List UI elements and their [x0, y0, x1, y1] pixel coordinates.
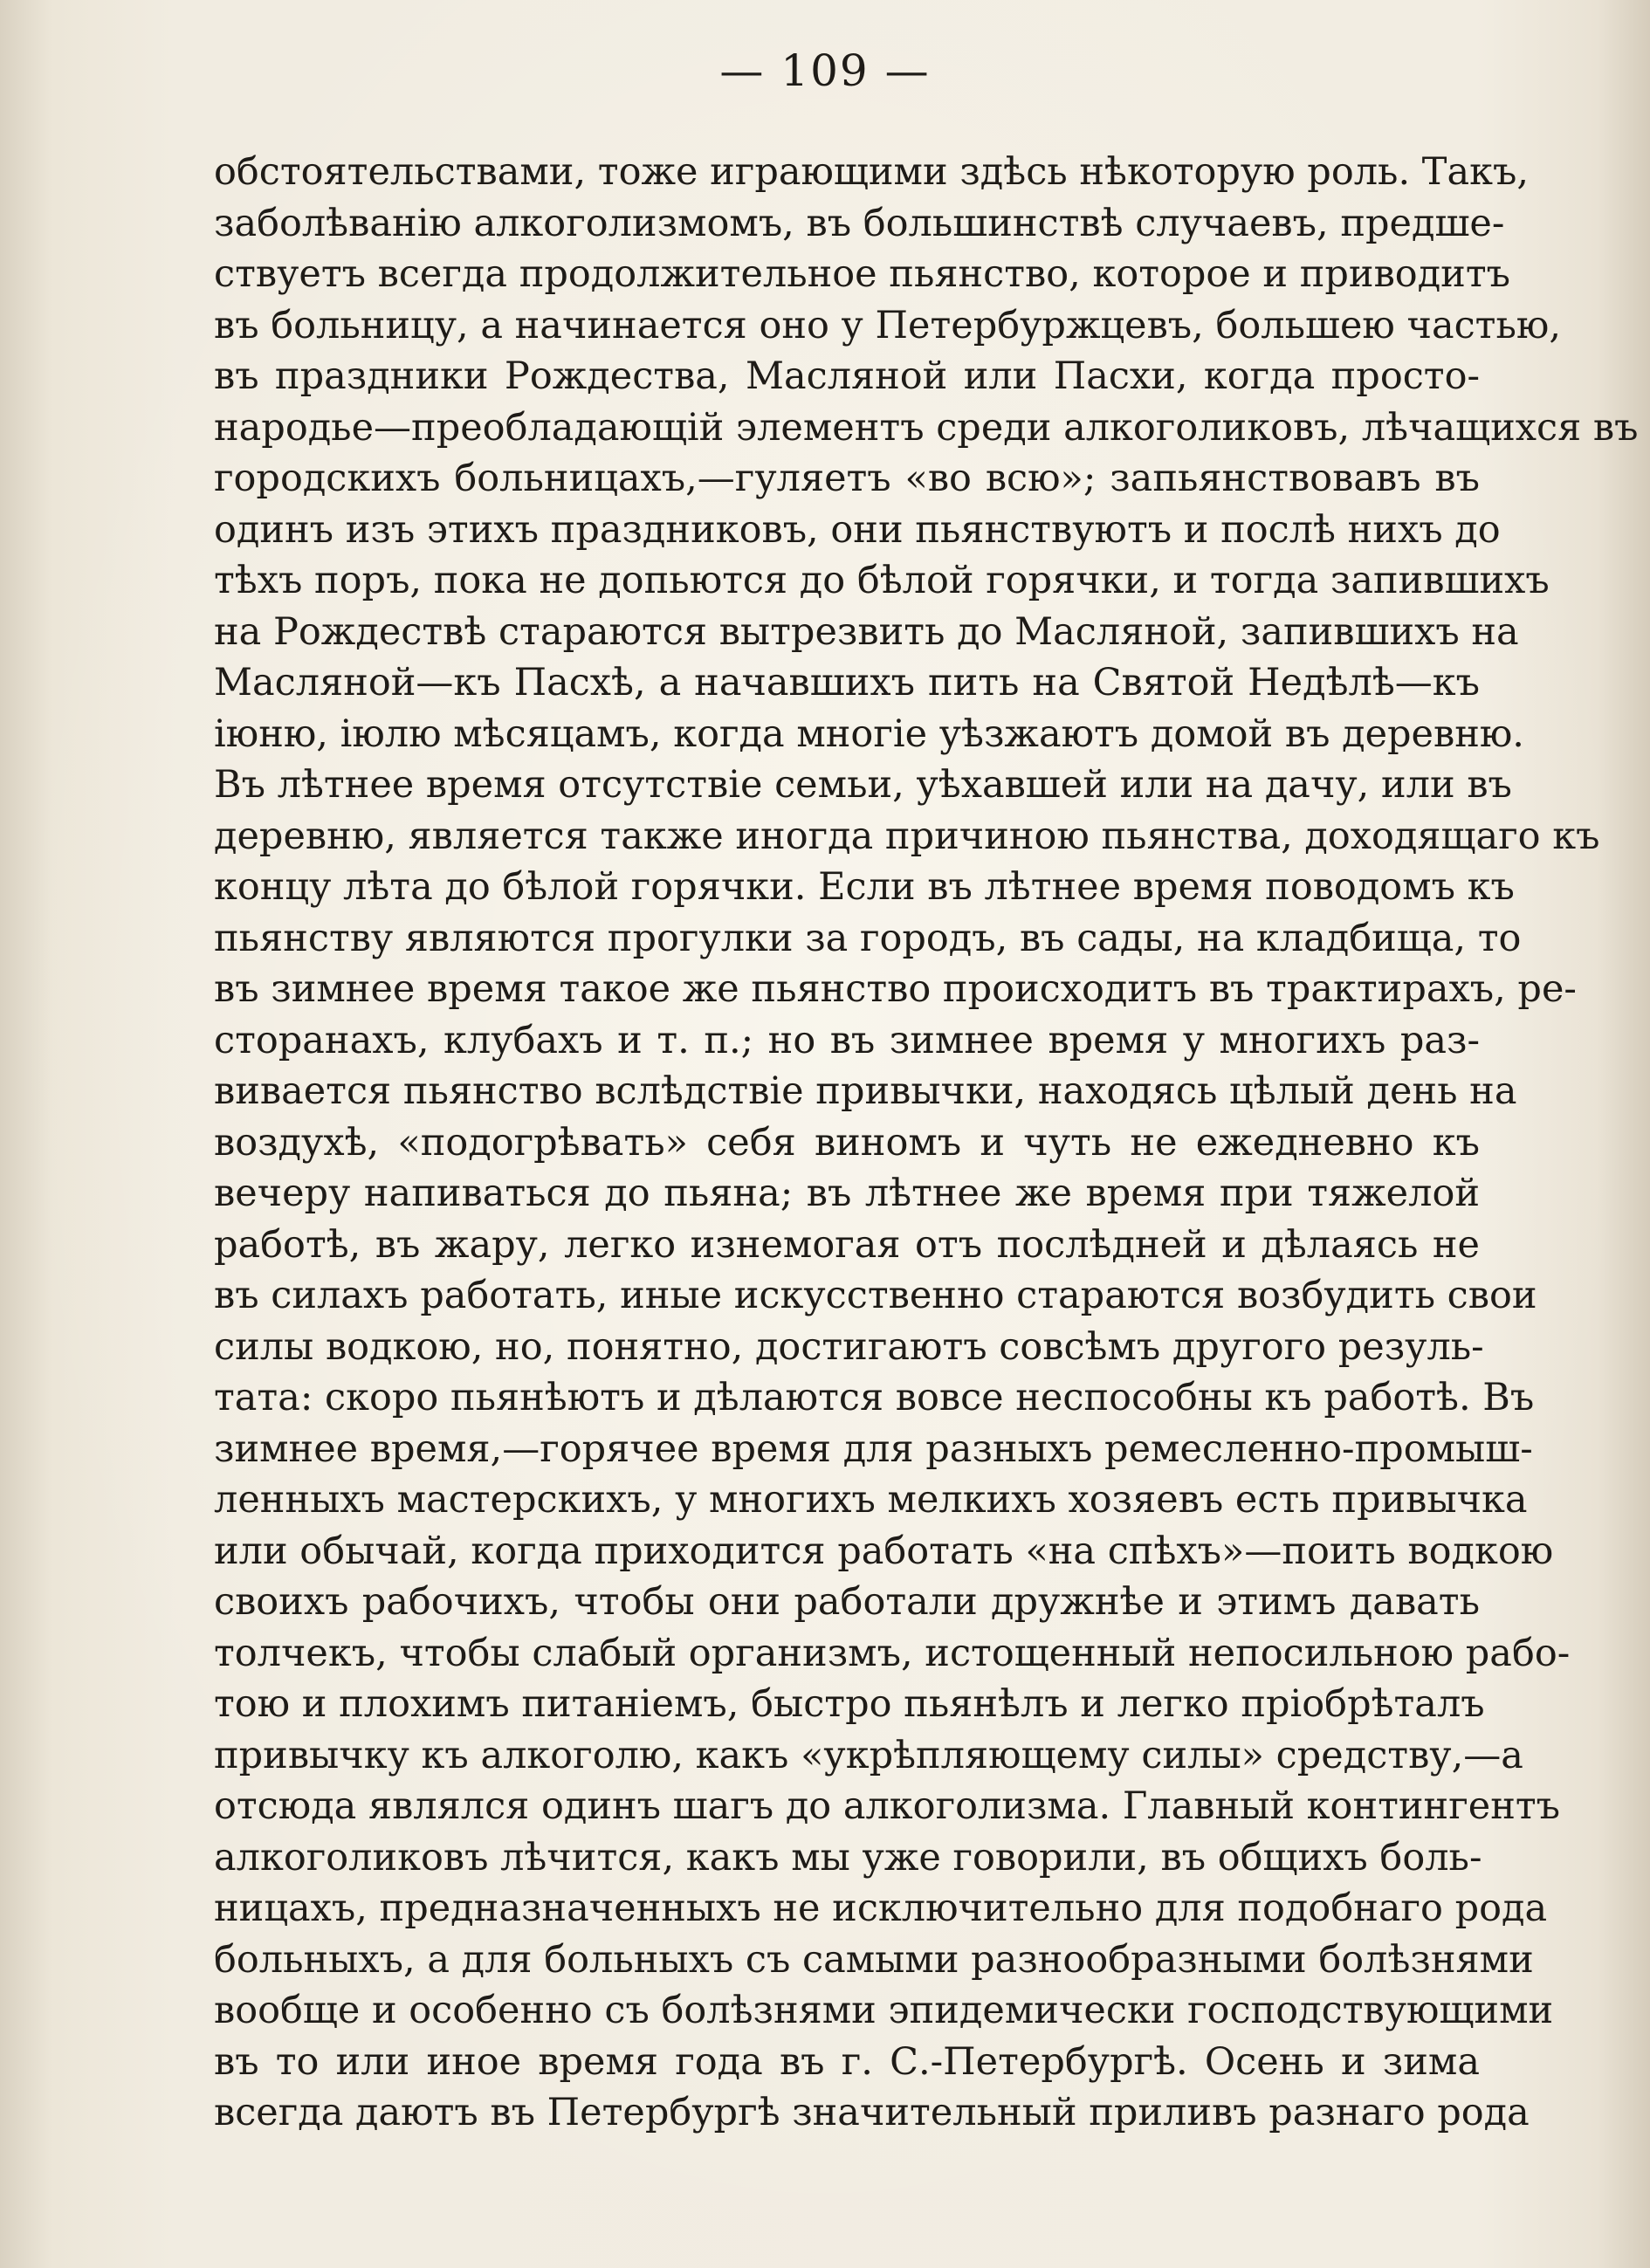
text-line: пьянству являются прогулки за городъ, въ сады, на кладбища, то: [214, 916, 1522, 960]
text-line: вообще и особенно съ болѣзнями эпидемически господствующими: [214, 1989, 1554, 2032]
text-line: привычку къ алкоголю, какъ «укрѣпляющему силы» средству,—а: [214, 1733, 1523, 1777]
text-line: тѣхъ поръ, пока не допьются до бѣлой горячки, и тогда запившихъ: [214, 559, 1550, 602]
text-line: ленныхъ мастерскихъ, у многихъ мелкихъ хозяевъ есть привычка: [214, 1478, 1528, 1522]
text-line: въ то или иное время года въ г. С.-Петербургѣ. Осень и зима: [214, 2039, 1480, 2084]
text-line: народье—преобладающій элементъ среди алкоголиковъ, лѣчащихся въ: [214, 405, 1639, 450]
text-line: въ силахъ работать, иные искусственно стараются возбудить свои: [214, 1274, 1537, 1317]
page-number: — 109 —: [719, 45, 931, 96]
text-line: воздухѣ, «подогрѣвать» себя виномъ и чуть не ежедневно къ: [214, 1120, 1480, 1165]
text-line: тою и плохимъ питаніемъ, быстро пьянѣлъ и легко пріобрѣталъ: [214, 1682, 1485, 1726]
text-line: больныхъ, а для больныхъ съ самыми разнообразными болѣзнями: [214, 1937, 1534, 1982]
text-line: сторанахъ, клубахъ и т. п.; но въ зимнее время у многихъ раз-: [214, 1018, 1480, 1062]
text-line: Въ лѣтнее время отсутствіе семьи, уѣхавшей или на дачу, или въ: [214, 763, 1512, 807]
text-line: отсюда являлся одинъ шагъ до алкоголизма. Главный контингентъ: [214, 1784, 1560, 1828]
text-line: силы водкою, но, понятно, достигаютъ совсѣмъ другого резуль-: [214, 1324, 1484, 1369]
text-line: вечеру напиваться до пьяна; въ лѣтнее же время при тяжелой: [214, 1172, 1480, 1215]
text-line: ницахъ, предназначенныхъ не исключительно для подобнаго рода: [214, 1887, 1548, 1930]
text-line: іюню, іюлю мѣсяцамъ, когда многіе уѣзжаютъ домой въ деревню.: [214, 711, 1524, 756]
text-line: на Рождествѣ стараются вытрезвить до Масляной, запившихъ на: [214, 609, 1519, 654]
text-line: ствуетъ всегда продолжительное пьянство, которое и приводитъ: [214, 252, 1510, 296]
text-line: вивается пьянство вслѣдствіе привычки, находясь цѣлый день на: [214, 1069, 1517, 1113]
text-line: всегда даютъ въ Петербургѣ значительный приливъ разнаго рода: [214, 2091, 1530, 2134]
text-line: тата: скоро пьянѣютъ и дѣлаются вовсе неспособны къ работѣ. Въ: [214, 1376, 1535, 1419]
text-line: алкоголиковъ лѣчится, какъ мы уже говорили, въ общихъ боль-: [214, 1835, 1482, 1880]
text-line: въ праздники Рождества, Масляной или Пасхи, когда просто-: [214, 354, 1480, 398]
text-line: въ больницу, а начинается оно у Петербуржцевъ, большею частью,: [214, 303, 1561, 347]
text-line: или обычай, когда приходится работать «на спѣхъ»—поить водкою: [214, 1529, 1554, 1573]
text-line: зимнее время,—горячее время для разныхъ ремесленно-промыш-: [214, 1426, 1533, 1471]
text-line: концу лѣта до бѣлой горячки. Если въ лѣтнее время поводомъ къ: [214, 865, 1515, 909]
text-line: городскихъ больницахъ,—гуляетъ «во всю»; запьянствовавъ въ: [214, 457, 1480, 500]
text-line: Масляной—къ Пасхѣ, а начавшихъ пить на Святой Недѣлѣ—къ: [214, 661, 1480, 704]
text-line: въ зимнее время такое же пьянство происходитъ въ трактирахъ, ре-: [214, 967, 1577, 1011]
text-line: работѣ, въ жару, легко изнемогая отъ послѣдней и дѣлаясь не: [214, 1222, 1480, 1267]
text-line: одинъ изъ этихъ праздниковъ, они пьянствуютъ и послѣ нихъ до: [214, 507, 1501, 552]
text-line: обстоятельствами, тоже играющими здѣсь нѣкоторую роль. Такъ,: [214, 150, 1530, 194]
text-line: своихъ рабочихъ, чтобы они работали дружнѣе и этимъ давать: [214, 1580, 1480, 1624]
text-line: деревню, является также иногда причиною пьянства, доходящаго къ: [214, 814, 1600, 858]
text-line: толчекъ, чтобы слабый организмъ, истощенный непосильною рабо-: [214, 1631, 1571, 1675]
body-text: [214, 147, 1639, 2139]
text-line: заболѣванію алкоголизмомъ, въ большинствѣ случаевъ, предше-: [214, 201, 1505, 245]
